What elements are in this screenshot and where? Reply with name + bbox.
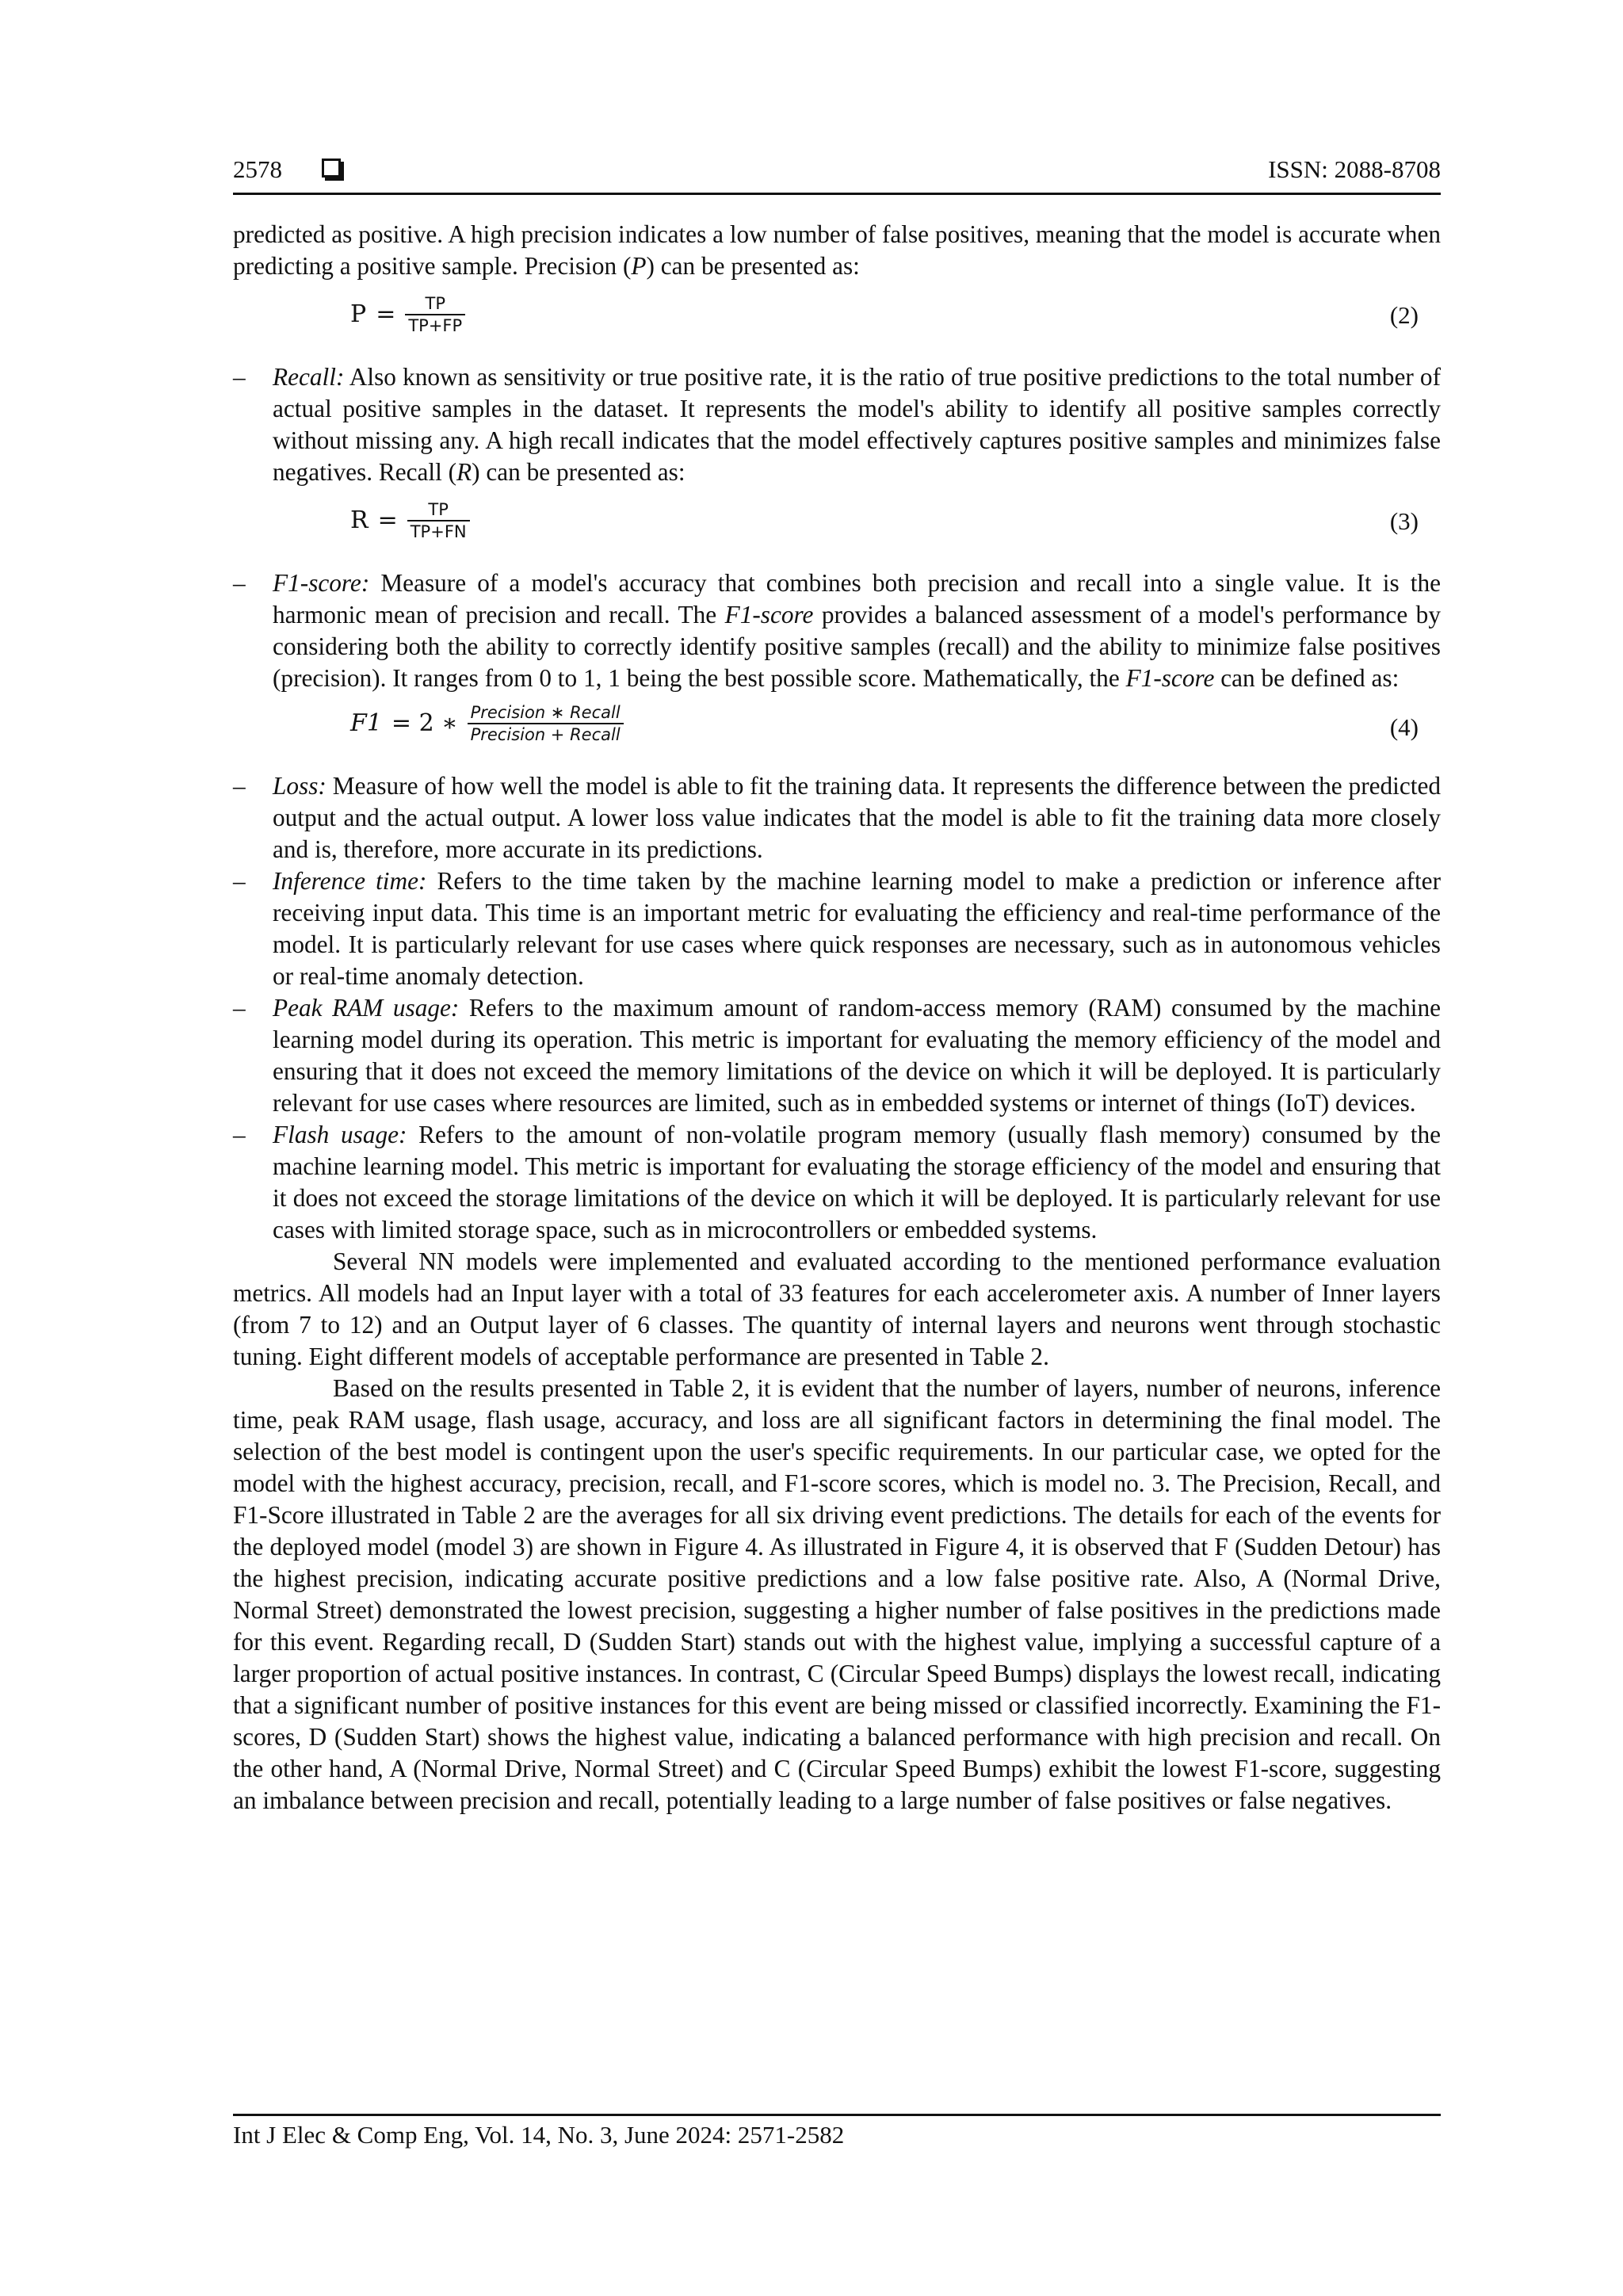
paragraph-nn-models: Several NN models were implemented and evaluated according to the mentioned performance evaluation metrics. All models had an Input layer with a total of 33 features for each accelerometer axis. A number of Inner layers (from 7 to 12) and an Output layer of 6 classes. The quantity of internal layers and neurons went through stochastic tuning. Eight different models of acceptable performance are presented in Table 2.	[233, 1247, 1441, 1370]
page-number: 2578	[233, 155, 282, 183]
eq2-denominator: TP+FP	[405, 314, 465, 336]
eq2-number: (2)	[1389, 301, 1419, 329]
paragraph-results: Based on the results presented in Table 2, it is evident that the number of layers, number of neurons, inference time, peak RAM usage, flash usage, accuracy, and loss are all significant factors in determining the final model. The selection of the best model is contingent upon the user's specific requirements. In our particular case, we opted for the model with the highest accuracy, precision, recall, and F1-score scores, which is model no. 3. The Precision, Recall, and F1-Score illustrated in Table 2 are the averages for all six driving event predictions. The details for each of the events for the deployed model (model 3) are shown in Figure 4. As illustrated in Figure 4, it is observed that F (Sudden Detour) has the highest precision, indicating accurate positive predictions and a low false positive rate. Also, A (Normal Drive, Normal Street) demonstrated the lowest precision, suggesting a higher number of false positives in the predictions made for this event. Regarding recall, D (Sudden Start) stands out with the highest value, implying a successful capture of a larger proportion of actual positive instances. In contrast, C (Circular Speed Bumps) displays the lowest recall, indicating that a significant number of positive instances for this event are being missed or classified incorrectly. Examining the F1-scores, D (Sudden Start) shows the highest value, indicating a balanced performance with high precision and recall. On the other hand, A (Normal Drive, Normal Street) and C (Circular Speed Bumps) exhibit the lowest F1-score, suggesting an imbalance between precision and recall, potentially leading to a large number of false positives or false negatives.	[233, 1374, 1441, 1814]
body-text	[233, 219, 1441, 1817]
header-rule	[233, 193, 1441, 195]
bullet-recall: – Recall: Also known as sensitivity or true positive rate, it is the ratio of true positive predictions to the total number of actual positive samples in the dataset. It represents the model's ability to identify all positive samples correctly without missing any. A high recall indicates that the model effectively captures positive samples and minimizes false negatives. Recall (R) can be presented as:	[233, 363, 1441, 486]
bullet-f1-score: – F1-score: Measure of a model's accuracy that combines both precision and recall into a single value. It is the harmonic mean of precision and recall. The F1-score provides a balanced assessment of a model's performance by considering both the ability to correctly identify positive samples (recall) and the ability to minimize false positives (precision). It ranges from 0 to 1, 1 being the best possible score. Mathematically, the F1-score can be defined as:	[233, 569, 1441, 692]
eq4-denominator: Precision + Recall	[468, 723, 624, 745]
eq2-fraction	[405, 293, 465, 336]
dash-bullet: –	[233, 867, 246, 895]
eq4-numerator: Precision ∗ Recall	[470, 703, 621, 722]
dash-bullet: –	[233, 1121, 246, 1148]
issn-label: ISSN: 2088-8708	[1268, 155, 1441, 183]
page-header	[233, 155, 1441, 195]
eq4-number: (4)	[1389, 713, 1419, 741]
dash-bullet: –	[233, 363, 246, 391]
equation-4	[233, 694, 1441, 770]
footer-rule	[233, 2114, 1441, 2116]
eq4-fraction	[468, 702, 624, 745]
bullet-peak-ram: – Peak RAM usage: Refers to the maximum amount of random-access memory (RAM) consumed by the machine learning model during its operation. This metric is important for evaluating the memory efficiency of the model and ensuring that it does not exceed the memory limitations of the device on which it will be deployed. It is particularly relevant for use cases where resources are limited, such as in embedded systems or internet of things (IoT) devices.	[233, 994, 1441, 1117]
eq3-fraction	[407, 499, 470, 542]
equation-2	[233, 282, 1441, 355]
bullet-flash-usage: – Flash usage: Refers to the amount of non-volatile program memory (usually flash memory) consumed by the machine learning model. This metric is important for evaluating the storage efficiency of the model and ensuring that it does not exceed the storage limitations of the device on which it will be deployed. It is particularly relevant for use cases with limited storage space, such as in microcontrollers or embedded systems.	[233, 1121, 1442, 1244]
bullet-inference-time: – Inference time: Refers to the time taken by the machine learning model to make a prediction or inference after receiving input data. This time is an important metric for evaluating the efficiency and real-time performance of the model. It is particularly relevant for use cases where quick responses are necessary, such as in autonomous vehicles or real-time anomaly detection.	[233, 867, 1441, 990]
eq4-equals: = 2 ∗	[391, 709, 458, 737]
eq3-number: (3)	[1389, 507, 1419, 535]
eq2-numerator: TP	[425, 294, 445, 313]
eq3-numerator: TP	[428, 500, 449, 519]
dash-bullet: –	[233, 994, 246, 1022]
eq3-equals: =	[377, 506, 398, 534]
dash-bullet: –	[233, 569, 246, 597]
eq3-lhs: R	[350, 506, 369, 534]
equation-3	[233, 488, 1441, 561]
eq2-lhs: P	[350, 300, 367, 328]
dash-bullet: –	[233, 772, 246, 800]
precision-continuation: predicted as positive. A high precision indicates a low number of false positives, meaning that the model is accurate when predicting a positive sample. Precision (P) can be presented as:	[233, 220, 1441, 280]
eq2-equals: =	[376, 300, 396, 328]
bullet-loss: – Loss: Measure of how well the model is able to fit the training data. It represents the difference between the predicted output and the actual output. A lower loss value indicates that the model is able to fit the training data more closely and is, therefore, more accurate in its predictions.	[233, 772, 1441, 863]
square-bullet-icon	[322, 159, 341, 178]
eq4-lhs: F1	[350, 709, 382, 737]
page-footer: Int J Elec & Comp Eng, Vol. 14, No. 3, June 2024: 2571-2582	[233, 2121, 845, 2149]
eq3-denominator: TP+FN	[407, 520, 470, 542]
